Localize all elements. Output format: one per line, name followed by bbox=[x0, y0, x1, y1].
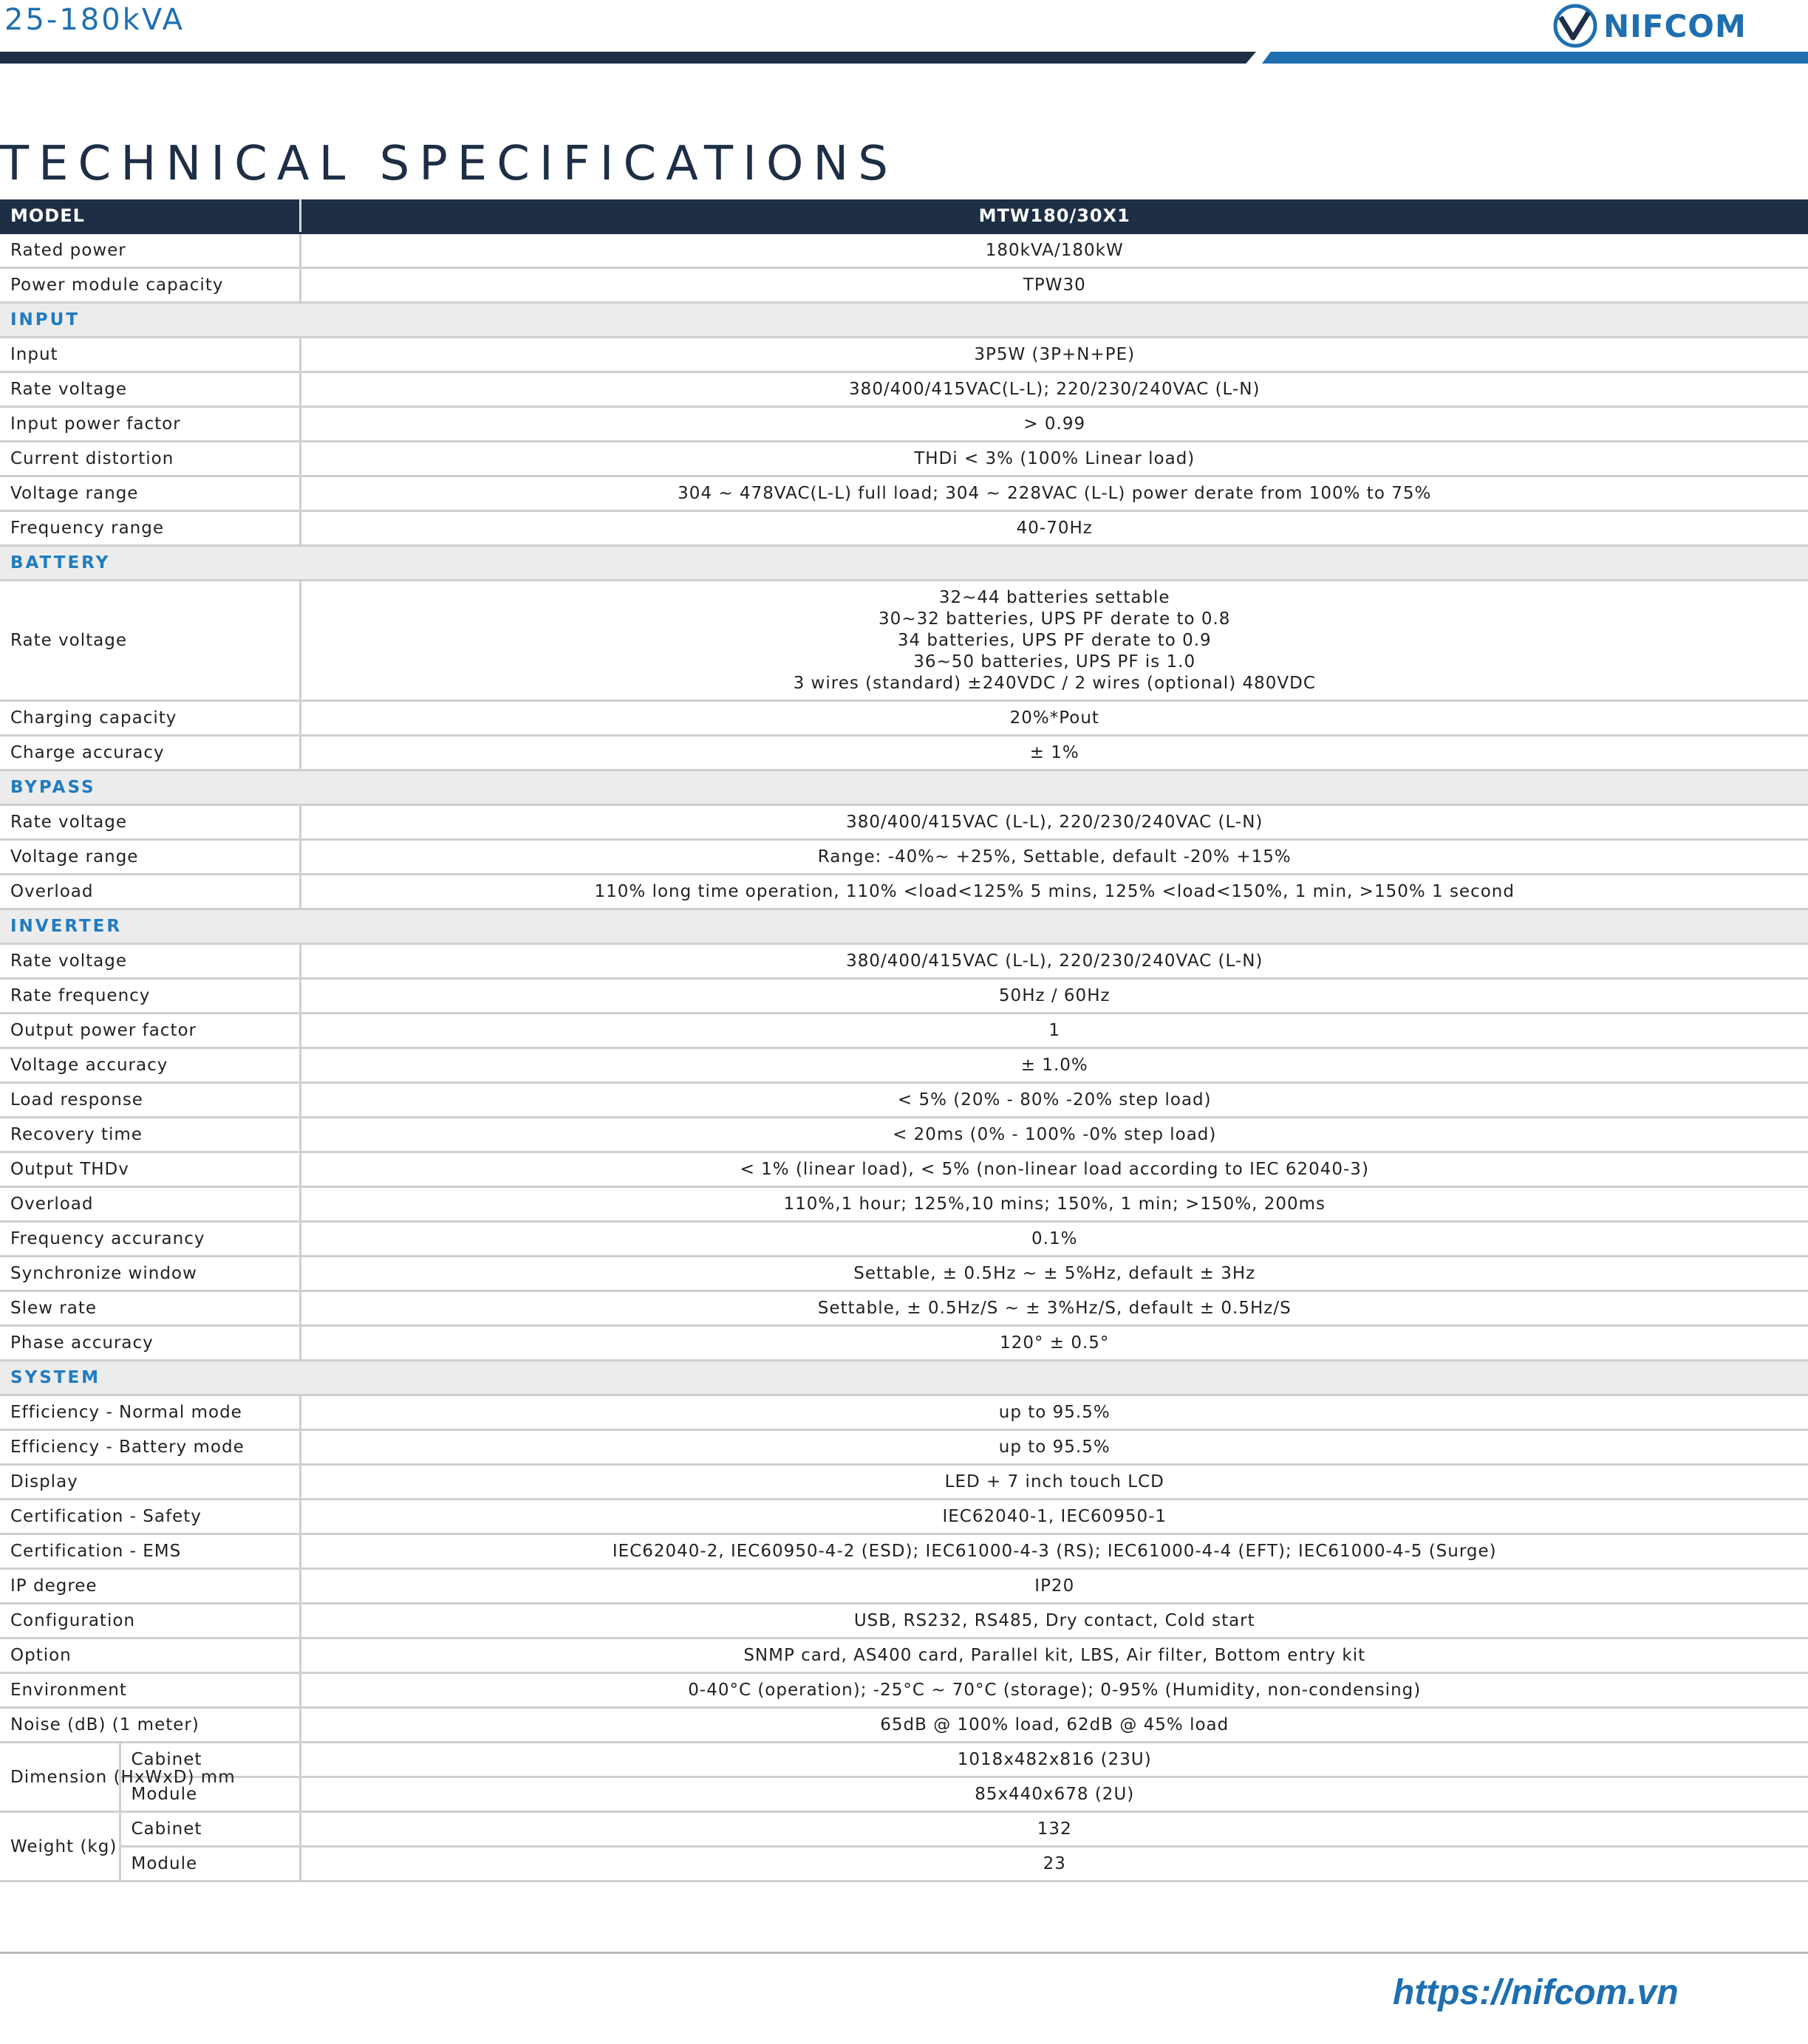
row-value: 0.1% bbox=[300, 1222, 1808, 1257]
row-label: Noise (dB) (1 meter) bbox=[0, 1708, 300, 1743]
table-row bbox=[0, 511, 1808, 546]
row-value: 0-40°C (operation); -25°C ~ 70°C (storage); 0-95% (Humidity, non-condensing) bbox=[300, 1673, 1808, 1708]
table-row bbox=[0, 840, 1808, 875]
table-row bbox=[0, 1152, 1808, 1187]
row-value: 120° ± 0.5° bbox=[300, 1326, 1808, 1361]
footer-website-link[interactable]: https://nifcom.vn bbox=[1393, 1973, 1679, 2012]
row-label: Efficiency - Normal mode bbox=[0, 1395, 300, 1430]
row-value: 1018x482x816 (23U) bbox=[300, 1743, 1808, 1777]
row-value: 65dB @ 100% load, 62dB @ 45% load bbox=[300, 1708, 1808, 1743]
row-value: THDi < 3% (100% Linear load) bbox=[300, 442, 1808, 476]
row-label: Load response bbox=[0, 1083, 300, 1118]
row-label: Synchronize window bbox=[0, 1257, 300, 1291]
dimension-label: Dimension (HxWxD) mm bbox=[0, 1743, 120, 1812]
row-label: Efficiency - Battery mode bbox=[0, 1430, 300, 1465]
row-value: ± 1% bbox=[300, 736, 1808, 770]
table-row bbox=[0, 736, 1808, 770]
table-row bbox=[0, 1118, 1808, 1152]
power-range-label: 25-180kVA bbox=[4, 3, 185, 37]
row-label: Rate voltage bbox=[0, 372, 300, 407]
table-row bbox=[0, 407, 1808, 442]
row-value: 110%,1 hour; 125%,10 mins; 150%, 1 min; >150%, 200ms bbox=[300, 1187, 1808, 1222]
table-row bbox=[0, 1569, 1808, 1604]
table-row bbox=[0, 581, 1808, 701]
row-value: 380/400/415VAC(L-L); 220/230/240VAC (L-N) bbox=[300, 372, 1808, 407]
row-label: Option bbox=[0, 1638, 300, 1673]
row-label: Rate voltage bbox=[0, 944, 300, 979]
table-row bbox=[0, 1014, 1808, 1048]
row-value: 110% long time operation, 110% <load<125% 5 mins, 125% <load<150%, 1 min, >150% 1 second bbox=[300, 875, 1808, 909]
table-row bbox=[0, 268, 1808, 303]
battery-voltage-line: 30~32 batteries, UPS PF derate to 0.8 bbox=[879, 609, 1231, 629]
dimension-row-module bbox=[0, 1777, 1808, 1812]
battery-voltage-line: 3 wires (standard) ±240VDC / 2 wires (optional) 480VDC bbox=[793, 673, 1316, 693]
row-label: Configuration bbox=[0, 1604, 300, 1638]
row-value: < 1% (linear load), < 5% (non-linear load according to IEC 62040-3) bbox=[300, 1152, 1808, 1187]
section-header-input bbox=[0, 303, 1808, 338]
table-row bbox=[0, 1222, 1808, 1257]
row-label: Voltage range bbox=[0, 840, 300, 875]
section-title: INPUT bbox=[0, 303, 1808, 338]
weight-row-cabinet bbox=[0, 1812, 1808, 1847]
row-value: IEC62040-1, IEC60950-1 bbox=[300, 1500, 1808, 1534]
section-title: BYPASS bbox=[0, 770, 1808, 805]
row-value: 3P5W (3P+N+PE) bbox=[300, 338, 1808, 372]
row-label: Power module capacity bbox=[0, 268, 300, 303]
battery-voltage-line: 32~44 batteries settable bbox=[938, 587, 1170, 607]
row-label: Voltage range bbox=[0, 476, 300, 511]
table-row bbox=[0, 1638, 1808, 1673]
row-value: LED + 7 inch touch LCD bbox=[300, 1465, 1808, 1500]
row-value: up to 95.5% bbox=[300, 1395, 1808, 1430]
row-value: 180kVA/180kW bbox=[300, 233, 1808, 268]
row-label: Output THDv bbox=[0, 1152, 300, 1187]
weight-row-module bbox=[0, 1847, 1808, 1881]
row-value: 20%*Pout bbox=[300, 701, 1808, 736]
row-label: Rate voltage bbox=[0, 805, 300, 840]
table-row bbox=[0, 944, 1808, 979]
section-header-battery bbox=[0, 546, 1808, 581]
row-label: Frequency accurancy bbox=[0, 1222, 300, 1257]
section-header-inverter bbox=[0, 909, 1808, 944]
row-value: Settable, ± 0.5Hz/S ~ ± 3%Hz/S, default ± 0.5Hz/S bbox=[300, 1291, 1808, 1326]
row-label: Current distortion bbox=[0, 442, 300, 476]
table-row bbox=[0, 372, 1808, 407]
row-value: SNMP card, AS400 card, Parallel kit, LBS, Air filter, Bottom entry kit bbox=[300, 1638, 1808, 1673]
brand-name: NIFCOM bbox=[1603, 7, 1747, 44]
row-value: Range: -40%~ +25%, Settable, default -20% +15% bbox=[300, 840, 1808, 875]
row-value: 1 bbox=[300, 1014, 1808, 1048]
row-value: 85x440x678 (2U) bbox=[300, 1777, 1808, 1812]
table-row bbox=[0, 1708, 1808, 1743]
table-row bbox=[0, 338, 1808, 372]
row-value: < 20ms (0% - 100% -0% step load) bbox=[300, 1118, 1808, 1152]
row-label: Rated power bbox=[0, 233, 300, 268]
row-value: 304 ~ 478VAC(L-L) full load; 304 ~ 228VAC (L-L) power derate from 100% to 75% bbox=[300, 476, 1808, 511]
sub-label: Cabinet bbox=[120, 1812, 300, 1847]
table-row bbox=[0, 1465, 1808, 1500]
row-label: Overload bbox=[0, 1187, 300, 1222]
section-title: BATTERY bbox=[0, 546, 1808, 581]
row-label: Rate frequency bbox=[0, 979, 300, 1014]
row-label: Output power factor bbox=[0, 1014, 300, 1048]
row-label: Certification - Safety bbox=[0, 1500, 300, 1534]
section-header-bypass bbox=[0, 770, 1808, 805]
model-header-row bbox=[0, 199, 1808, 233]
dimension-row-cabinet bbox=[0, 1743, 1808, 1777]
row-value bbox=[300, 581, 1808, 701]
sub-label: Cabinet bbox=[120, 1743, 300, 1777]
row-value: 380/400/415VAC (L-L), 220/230/240VAC (L-N) bbox=[300, 944, 1808, 979]
spec-table bbox=[0, 199, 1808, 1882]
model-label: MODEL bbox=[0, 199, 300, 233]
row-label: Slew rate bbox=[0, 1291, 300, 1326]
row-value: ± 1.0% bbox=[300, 1048, 1808, 1083]
page-title: TECHNICAL SPECIFICATIONS bbox=[0, 136, 898, 191]
table-row bbox=[0, 875, 1808, 909]
row-label: Voltage accuracy bbox=[0, 1048, 300, 1083]
row-value: up to 95.5% bbox=[300, 1430, 1808, 1465]
model-value: MTW180/30X1 bbox=[300, 199, 1808, 233]
table-row bbox=[0, 1430, 1808, 1465]
row-value: IP20 bbox=[300, 1569, 1808, 1604]
table-row bbox=[0, 1500, 1808, 1534]
battery-voltage-line: 34 batteries, UPS PF derate to 0.9 bbox=[897, 630, 1212, 650]
row-value: USB, RS232, RS485, Dry contact, Cold start bbox=[300, 1604, 1808, 1638]
row-label: Input power factor bbox=[0, 407, 300, 442]
row-label: Environment bbox=[0, 1673, 300, 1708]
row-label: Display bbox=[0, 1465, 300, 1500]
table-row bbox=[0, 805, 1808, 840]
table-row bbox=[0, 1257, 1808, 1291]
row-value: Settable, ± 0.5Hz ~ ± 5%Hz, default ± 3Hz bbox=[300, 1257, 1808, 1291]
row-label: Frequency range bbox=[0, 511, 300, 546]
row-label: Charge accuracy bbox=[0, 736, 300, 770]
table-row bbox=[0, 442, 1808, 476]
row-value: 50Hz / 60Hz bbox=[300, 979, 1808, 1014]
table-row bbox=[0, 1673, 1808, 1708]
table-row bbox=[0, 1395, 1808, 1430]
row-label: Charging capacity bbox=[0, 701, 300, 736]
battery-voltage-line: 36~50 batteries, UPS PF is 1.0 bbox=[913, 652, 1196, 671]
table-row bbox=[0, 1291, 1808, 1326]
table-row bbox=[0, 1326, 1808, 1361]
header-bar bbox=[0, 0, 1808, 66]
row-value: 380/400/415VAC (L-L), 220/230/240VAC (L-N) bbox=[300, 805, 1808, 840]
table-row bbox=[0, 1604, 1808, 1638]
row-value: IEC62040-2, IEC60950-4-2 (ESD); IEC61000-4-3 (RS); IEC61000-4-4 (EFT); IEC61000-4-5 (Surge) bbox=[300, 1534, 1808, 1569]
nifcom-logo-icon bbox=[1552, 2, 1599, 49]
table-row bbox=[0, 1534, 1808, 1569]
table-row bbox=[0, 233, 1808, 268]
table-row bbox=[0, 1187, 1808, 1222]
row-label: Phase accuracy bbox=[0, 1326, 300, 1361]
header-band-blue bbox=[1262, 52, 1808, 64]
brand-logo bbox=[1552, 0, 1747, 52]
table-row bbox=[0, 476, 1808, 511]
footer-divider bbox=[0, 1952, 1808, 1954]
sub-label: Module bbox=[120, 1777, 300, 1812]
section-header-system bbox=[0, 1361, 1808, 1395]
row-label: Input bbox=[0, 338, 300, 372]
row-label: Certification - EMS bbox=[0, 1534, 300, 1569]
row-value: > 0.99 bbox=[300, 407, 1808, 442]
row-value: 132 bbox=[300, 1812, 1808, 1847]
section-title: INVERTER bbox=[0, 909, 1808, 944]
table-row bbox=[0, 979, 1808, 1014]
row-value: 23 bbox=[300, 1847, 1808, 1881]
row-value: < 5% (20% - 80% -20% step load) bbox=[300, 1083, 1808, 1118]
table-row bbox=[0, 1048, 1808, 1083]
row-label: Rate voltage bbox=[0, 581, 300, 701]
row-label: IP degree bbox=[0, 1569, 300, 1604]
table-row bbox=[0, 1083, 1808, 1118]
header-band-dark bbox=[0, 52, 1256, 64]
row-label: Overload bbox=[0, 875, 300, 909]
table-row bbox=[0, 701, 1808, 736]
weight-label: Weight (kg) bbox=[0, 1812, 120, 1881]
row-label: Recovery time bbox=[0, 1118, 300, 1152]
section-title: SYSTEM bbox=[0, 1361, 1808, 1395]
row-value: 40-70Hz bbox=[300, 511, 1808, 546]
row-value: TPW30 bbox=[300, 268, 1808, 303]
sub-label: Module bbox=[120, 1847, 300, 1881]
